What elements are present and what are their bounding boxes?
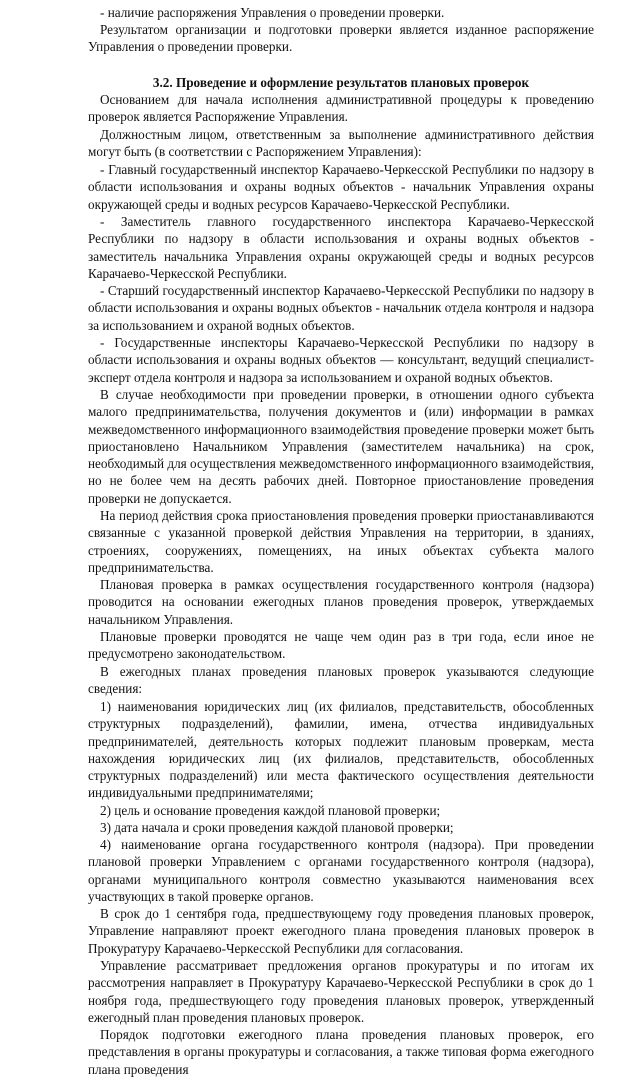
paragraph-18: В срок до 1 сентября года, предшествующему году проведения плановых проверок, Управление направляют проект ежегодного плана проведения плановых проверок в Прокуратуру Карачаево-Черкесской Республики для согласования. (88, 906, 594, 956)
paragraph-15: 2) цель и основание проведения каждой плановой проверки; (100, 803, 441, 818)
paragraph-20: Порядок подготовки ежегодного плана проведения плановых проверок, его представления в органы прокуратуры и согласования, а также типовая форма ежегодного плана проведения (88, 1027, 594, 1077)
paragraph-13: В ежегодных планах проведения плановых проверок указываются следующие сведения: (88, 664, 594, 697)
paragraph-6: - Заместитель главного государственного инспектора Карачаево-Черкесской Республики по надзору в области использования и охраны водных объектов - заместитель начальника Управления охраны окружающей среды и водных ресурсов Карачаево-Черкесской Республики. (88, 214, 594, 281)
paragraph-5: - Главный государственный инспектор Карачаево-Черкесской Республики по надзору в области использования и охраны водных объектов - начальник Управления охраны окружающей среды и водных ресурсов Карачаево-Черкесской Республики. (88, 162, 594, 212)
paragraph-17: 4) наименование органа государственного контроля (надзора). При проведении плановой проверки Управлением с органами государственного контроля (надзора), органами муниципального контроля совместно указываются наименования всех участвующих в такой проверке органов. (88, 837, 594, 904)
paragraph-3: Основанием для начала исполнения административной процедуры к проведению проверок является Распоряжение Управления. (88, 92, 594, 125)
paragraph-14: 1) наименования юридических лиц (их филиалов, представительств, обособленных структурных подразделений), фамилии, имена, отчества индивидуальных предпринимателей, деятельность которых подлежит плановым проверкам, места нахождения юридических лиц (их филиалов, представительств, обособленных структурных подразделений) или места фактического осуществления деятельности индивидуальными предпринимателями; (88, 699, 594, 801)
paragraph-1: - наличие распоряжения Управления о проведении проверки. (100, 5, 445, 20)
paragraph-19: Управление рассматривает предложения органов прокуратуры и по итогам их рассмотрения направляет в Прокуратуру Карачаево-Черкесской Республики в срок до 1 ноября года, предшествующего году проведения плановых проверок, утвержденный ежегодный план проведения плановых проверок. (88, 958, 594, 1025)
paragraph-8: - Государственные инспекторы Карачаево-Черкесской Республики по надзору в области использования и охраны водных объектов — консультант, ведущий специалист-эксперт отдела контроля и надзора за использованием и охраной водных объектов. (88, 335, 594, 385)
paragraph-12: Плановые проверки проводятся не чаще чем один раз в три года, если иное не предусмотрено законодательством. (88, 629, 594, 662)
paragraph-16: 3) дата начала и сроки проведения каждой плановой проверки; (100, 820, 454, 835)
paragraph-4: Должностным лицом, ответственным за выполнение административного действия могут быть (в соответствии с Распоряжением Управления): (88, 127, 594, 160)
paragraph-9: В случае необходимости при проведении проверки, в отношении одного субъекта малого предпринимательства, получения документов и (или) информации в рамках межведомственного информационного взаимодействия проведение проверки может быть приостановлено Начальником Управления (заместителем начальника) на срок, необходимый для осуществления межведомственного информационного взаимодействия, но не более чем на десять рабочих дней. Повторное приостановление проведения проверки не допускается. (88, 387, 594, 506)
paragraph-10: На период действия срока приостановления проведения проверки приостанавливаются связанные с указанной проверкой действия Управления на территории, в зданиях, строениях, сооружениях, помещениях, на иных объектах субъекта малого предпринимательства. (88, 508, 594, 575)
paragraph-2: Результатом организации и подготовки проверки является изданное распоряжение Управления о проведении проверки. (88, 22, 594, 55)
paragraph-11: Плановая проверка в рамках осуществления государственного контроля (надзора) проводится на основании ежегодных планов проведения проверок, утверждаемых начальником Управления. (88, 577, 594, 627)
section-heading: 3.2. Проведение и оформление результатов плановых проверок (152, 75, 530, 90)
paragraph-7: - Старший государственный инспектор Карачаево-Черкесской Республики по надзору в области использования и охраны водных объектов - начальник отдела контроля и надзора за использованием и охраной водных объектов. (88, 283, 594, 333)
